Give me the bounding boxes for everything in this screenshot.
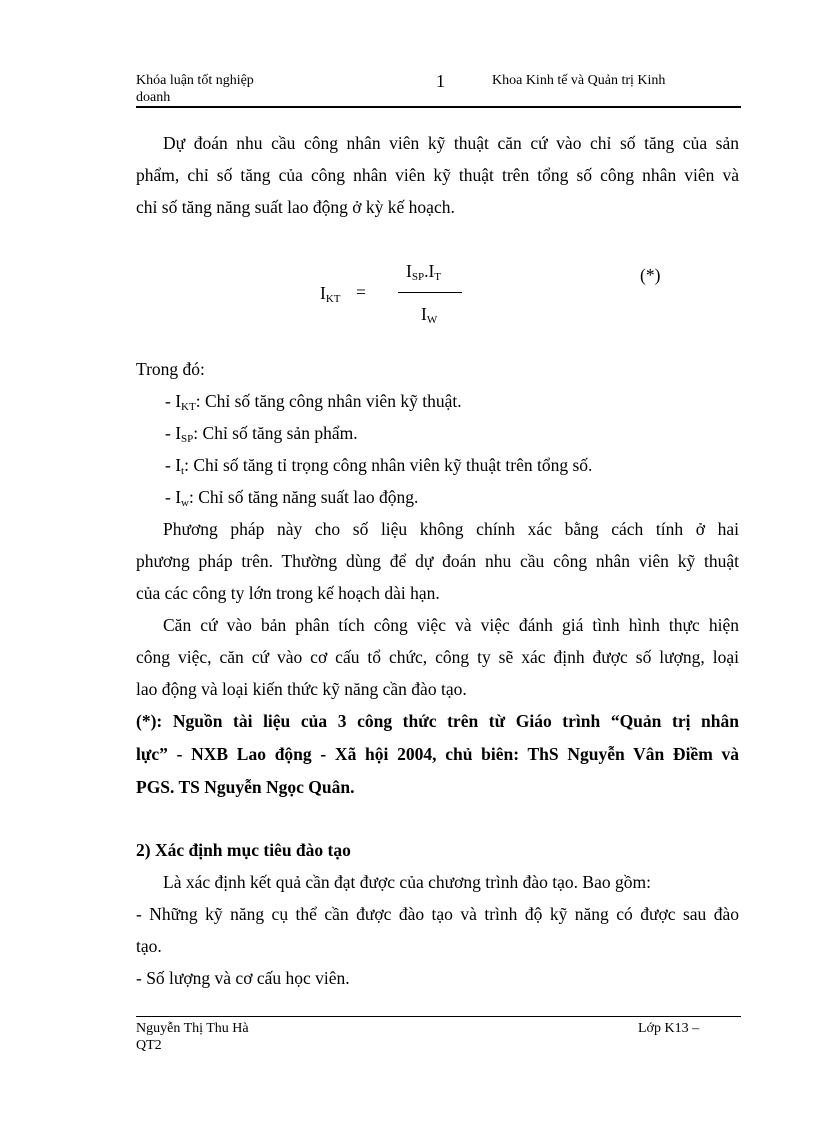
source-note-line1: (*): Nguồn tài liệu của 3 công thức trên từ Giáo trình “Quản trị nhân — [136, 711, 739, 731]
paragraph1-line3: chỉ số tăng năng suất lao động ở kỳ kế hoạch. — [136, 197, 455, 217]
footer-left-line1: Nguyễn Thị Thu Hà — [136, 1021, 249, 1036]
footer-rule — [136, 1016, 741, 1017]
formula-equals: = — [356, 282, 366, 302]
header-left-line2: doanh — [136, 90, 171, 105]
source-note-line3: PGS. TS Nguyễn Ngọc Quân. — [136, 777, 355, 797]
where-item-t: - $I_t$: Chỉ số tăng tỉ trọng công nhân viên kỹ thuật trên tổng số. — [165, 455, 593, 477]
footer-right: Lớp K13 – — [638, 1021, 700, 1036]
formula-fraction-bar — [398, 292, 462, 293]
where-title: Trong đó: — [136, 359, 205, 379]
paragraph1-line1: Dự đoán nhu cầu công nhân viên kỹ thuật căn cứ vào chỉ số tăng của sản — [163, 133, 739, 153]
footer-left-line2: QT2 — [136, 1038, 162, 1053]
formula-numerator: $I_{SP}.I_T$ — [406, 261, 442, 283]
footer-left — [136, 1020, 249, 1054]
where-item-kt: - $I_{KT}$: Chỉ số tăng công nhân viên kỹ thuật. — [165, 391, 462, 413]
paragraph3-line3: lao động và loại kiến thức kỹ năng cần đào tạo. — [136, 679, 467, 699]
paragraph2-line2: phương pháp trên. Thường dùng để dự đoán nhu cầu công nhân viên kỹ thuật — [136, 551, 739, 571]
header-right: Khoa Kinh tế và Quản trị Kinh — [492, 73, 666, 88]
section2-bullet1-line2: tạo. — [136, 936, 162, 956]
paragraph3-line2: công việc, căn cứ vào cơ cấu tổ chức, công ty sẽ xác định được số lượng, loại — [136, 647, 739, 667]
paragraph3-line1: Căn cứ vào bản phân tích công việc và việc đánh giá tình hình thực hiện — [163, 615, 739, 635]
formula-denominator: $I_W$ — [421, 304, 438, 326]
header-left — [136, 72, 254, 106]
header-rule — [136, 106, 741, 108]
paragraph2-line1: Phương pháp này cho số liệu không chính xác bằng cách tính ở hai — [163, 519, 739, 539]
paragraph2-line3: của các công ty lớn trong kế hoạch dài hạn. — [136, 583, 440, 603]
formula-lhs: $I_{KT}$ — [320, 283, 341, 305]
where-item-sp: - $I_{SP}$: Chỉ số tăng sản phẩm. — [165, 423, 358, 445]
section2-intro: Là xác định kết quả cần đạt được của chương trình đào tạo. Bao gồm: — [163, 872, 651, 892]
page-number: 1 — [436, 71, 445, 91]
section2-bullet2: - Số lượng và cơ cấu học viên. — [136, 968, 350, 988]
header-left-line1: Khóa luận tốt nghiệp — [136, 73, 254, 88]
paragraph1-line2: phẩm, chỉ số tăng của công nhân viên kỹ thuật trên tổng số công nhân viên và — [136, 165, 739, 185]
section2-heading: 2) Xác định mục tiêu đào tạo — [136, 840, 351, 860]
formula-note: (*) — [640, 265, 661, 285]
source-note-line2: lực” - NXB Lao động - Xã hội 2004, chủ biên: ThS Nguyễn Vân Điềm và — [136, 744, 739, 764]
where-item-w: - $I_w$: Chỉ số tăng năng suất lao động. — [165, 487, 419, 509]
section2-bullet1-line1: - Những kỹ năng cụ thể cần được đào tạo và trình độ kỹ năng có được sau đào — [136, 904, 739, 924]
